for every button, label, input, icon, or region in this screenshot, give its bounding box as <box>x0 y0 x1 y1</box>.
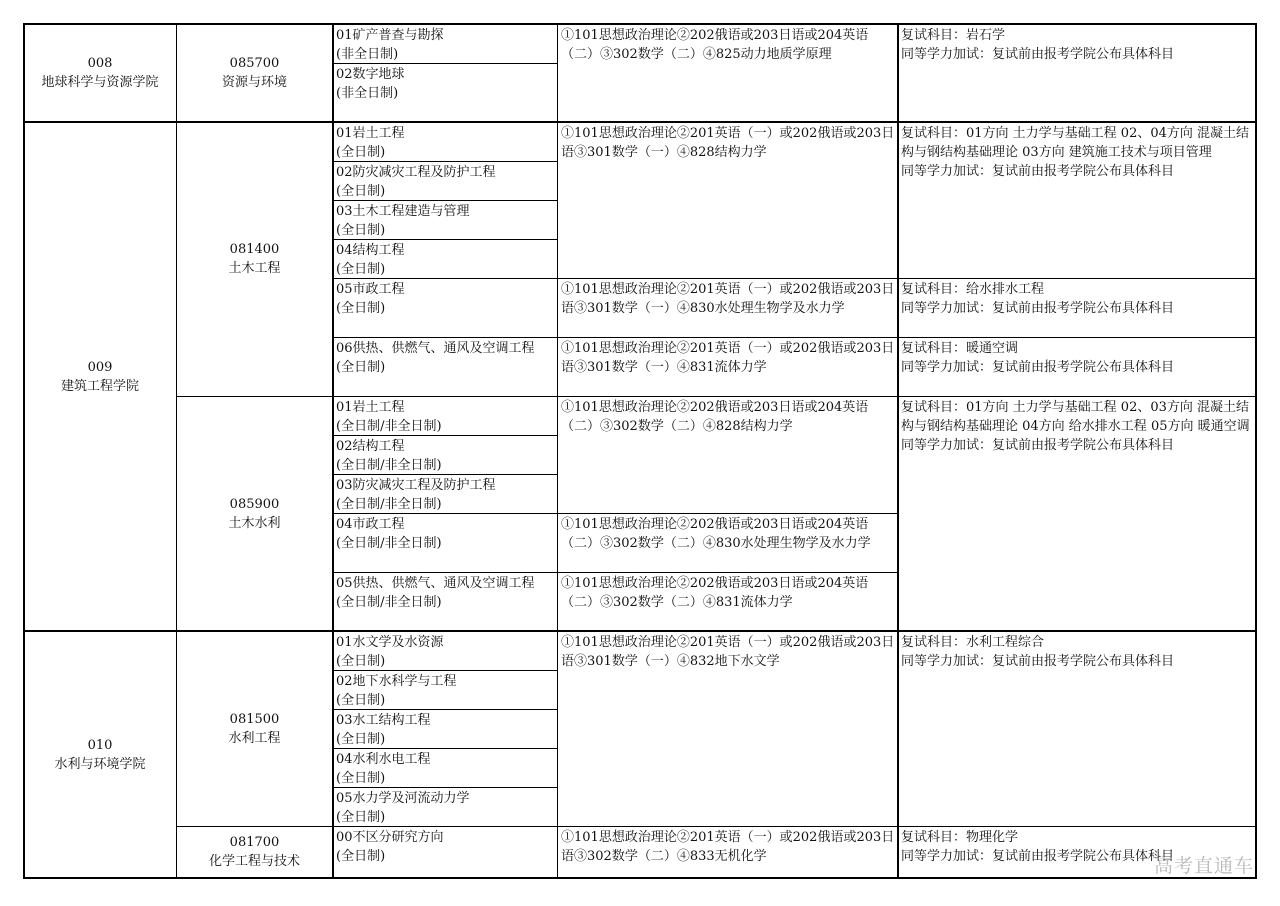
direction-cell: 01水文学及水资源 (全日制) <box>336 635 444 669</box>
grid-line <box>333 670 558 671</box>
grid-line <box>333 200 558 201</box>
grid-line <box>333 239 558 240</box>
retest-cell: 复试科目：暖通空调 同等学力加试：复试前由报考学院公布具体科目 <box>901 341 1175 375</box>
grid-line <box>333 278 1256 279</box>
direction-cell: 06供热、供燃气、通风及空调工程 (全日制) <box>336 341 535 375</box>
exam-cell: ①101思想政治理论②202俄语或203日语或204英语（二）③302数学（二）④825动力地质学原理 <box>561 28 869 62</box>
grid-line <box>23 877 1257 879</box>
direction-cell: 03水工结构工程 (全日制) <box>336 713 431 747</box>
major-cell-085900: 085900 土木水利 <box>228 496 281 531</box>
grid-line <box>333 513 898 514</box>
grid-line <box>176 23 177 879</box>
retest-cell: 复试科目：物理化学 同等学力加试：复试前由报考学院公布具体科目 <box>901 830 1175 864</box>
major-cell-081700: 081700 化学工程与技术 <box>208 835 300 869</box>
grid-line <box>23 630 1257 632</box>
direction-cell: 02数字地球 (非全日制) <box>336 67 405 101</box>
grid-line <box>333 709 558 710</box>
grid-line <box>332 23 334 879</box>
grid-line <box>557 23 558 879</box>
retest-cell: 复试科目：01方向 土力学与基础工程 02、04方向 混凝土结构与钢结构基础理论 03方向 建筑施工技术与项目管理 同等学力加试：复试前由报考学院公布具体科目 <box>901 126 1250 179</box>
exam-cell: ①101思想政治理论②201英语（一）或202俄语或203日语③301数学（一）④832地下水文学 <box>561 635 895 669</box>
college-cell-008: 008 地球科学与资源学院 <box>41 56 159 90</box>
watermark: 高考直通车 <box>1153 855 1254 877</box>
direction-cell: 02结构工程 (全日制/非全日制) <box>336 439 442 473</box>
direction-cell: 05供热、供燃气、通风及空调工程 (全日制/非全日制) <box>336 576 535 610</box>
college-cell-010: 010 水利与环境学院 <box>54 737 146 772</box>
grid-line <box>333 161 558 162</box>
grid-line <box>23 23 1257 25</box>
direction-cell: 00不区分研究方向 (全日制) <box>336 830 444 864</box>
grid-line <box>333 572 898 573</box>
grid-line <box>23 121 1257 123</box>
major-cell-081500: 081500 水利工程 <box>228 711 281 746</box>
grid-line <box>333 337 1256 338</box>
retest-cell: 复试科目：01方向 土力学与基础工程 02、03方向 混凝土结构与钢结构基础理论 04方向 给水排水工程 05方向 暖通空调 同等学力加试：复试前由报考学院公布具体科目 <box>901 400 1250 453</box>
direction-cell: 04市政工程 (全日制/非全日制) <box>336 517 442 551</box>
direction-cell: 01岩土工程 (全日制) <box>336 126 405 160</box>
grid-line <box>333 787 558 788</box>
direction-cell: 03防灾减灾工程及防护工程 (全日制/非全日制) <box>336 478 496 512</box>
grid-line <box>333 748 558 749</box>
exam-cell: ①101思想政治理论②202俄语或203日语或204英语（二）③302数学（二）④831流体力学 <box>561 576 869 610</box>
grid-line <box>1255 23 1257 879</box>
exam-cell: ①101思想政治理论②201英语（一）或202俄语或203日语③301数学（一）④830水处理生物学及水力学 <box>561 282 895 316</box>
direction-cell: 01岩土工程 (全日制/非全日制) <box>336 400 442 434</box>
major-cell-081400: 081400 土木工程 <box>228 242 281 276</box>
grid-line <box>897 23 899 879</box>
exam-cell: ①101思想政治理论②201英语（一）或202俄语或203日语③301数学（一）④828结构力学 <box>561 126 895 160</box>
grid-line <box>333 474 558 475</box>
direction-cell: 01矿产普查与勘探 (非全日制) <box>336 28 444 62</box>
direction-cell: 03土木工程建造与管理 (全日制) <box>336 204 470 238</box>
direction-cell: 05市政工程 (全日制) <box>336 282 405 316</box>
direction-cell: 04结构工程 (全日制) <box>336 243 405 277</box>
college-cell-009: 009 建筑工程学院 <box>60 359 139 394</box>
grid-line <box>23 23 25 879</box>
exam-cell: ①101思想政治理论②202俄语或203日语或204英语（二）③302数学（二）④828结构力学 <box>561 400 869 434</box>
exam-cell: ①101思想政治理论②201英语（一）或202俄语或203日语③302数学（二）④833无机化学 <box>561 830 895 864</box>
exam-cell: ①101思想政治理论②201英语（一）或202俄语或203日语③301数学（一）④831流体力学 <box>561 341 895 375</box>
retest-cell: 复试科目：岩石学 同等学力加试：复试前由报考学院公布具体科目 <box>901 28 1175 62</box>
retest-cell: 复试科目：给水排水工程 同等学力加试：复试前由报考学院公布具体科目 <box>901 282 1175 316</box>
retest-cell: 复试科目：水利工程综合 同等学力加试：复试前由报考学院公布具体科目 <box>901 635 1175 669</box>
grid-line <box>333 435 558 436</box>
exam-cell: ①101思想政治理论②202俄语或203日语或204英语（二）③302数学（二）④830水处理生物学及水力学 <box>561 517 871 551</box>
grid-line <box>176 826 1256 827</box>
grid-line <box>176 396 1256 397</box>
direction-cell: 02防灾减灾工程及防护工程 (全日制) <box>336 165 496 199</box>
major-cell-085700: 085700 资源与环境 <box>221 56 287 90</box>
direction-cell: 02地下水科学与工程 (全日制) <box>336 674 457 708</box>
direction-cell: 05水力学及河流动力学 (全日制) <box>336 791 470 825</box>
grid-line <box>333 63 558 64</box>
direction-cell: 04水利水电工程 (全日制) <box>336 752 431 786</box>
